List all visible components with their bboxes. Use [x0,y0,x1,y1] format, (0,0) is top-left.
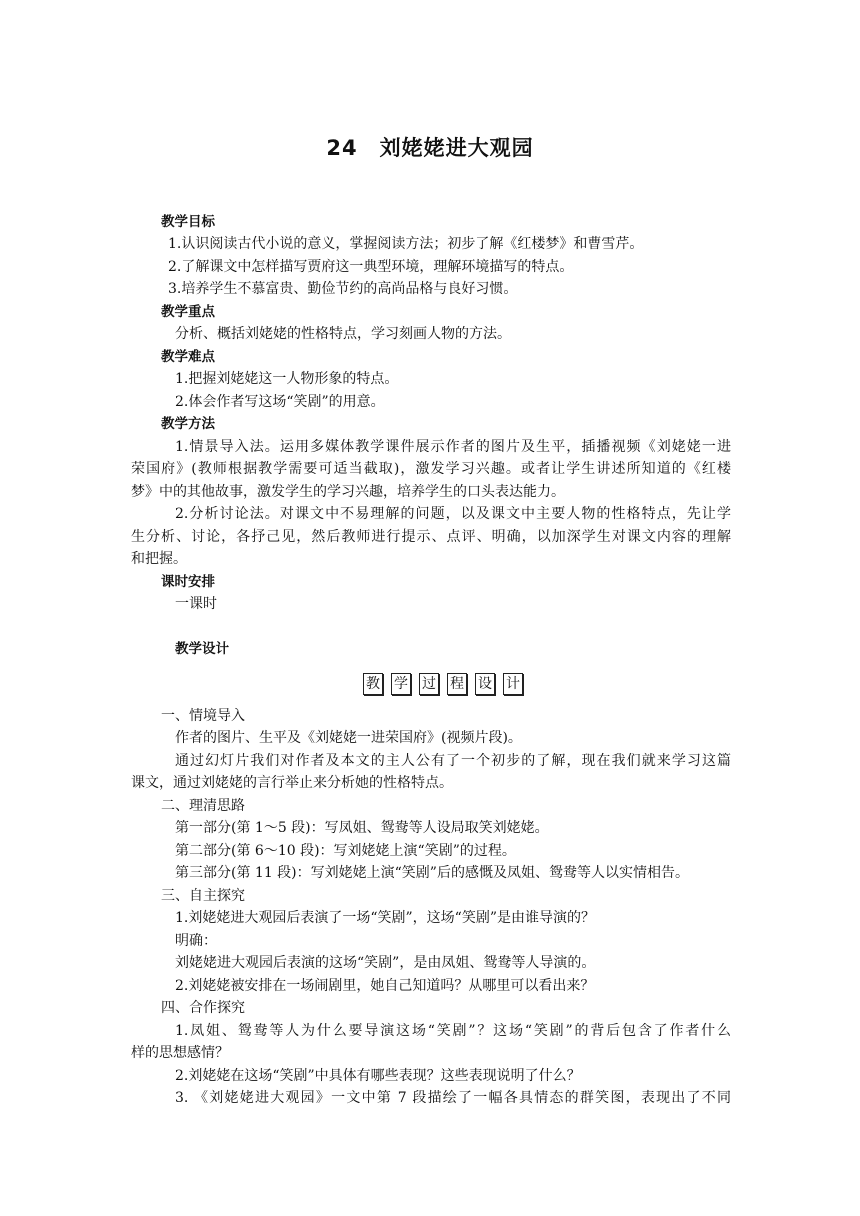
section-3-line-2: 明确： [175,933,217,949]
process-design-banner [363,673,523,695]
schedule-1: 一课时 [175,596,217,612]
method-1-line-2: 荣国府》(教师根据教学需要可适当截取)，激发学习兴趣。或者让学生讲述所知道的《红楼 [131,461,731,477]
section-2-line-3: 第三部分(第 11 段)：写刘姥姥上演“笑剧”后的感慨及凤姐、鸳鸯等人以实情相告。 [175,865,689,881]
section-1-line-1: 作者的图片、生平及《刘姥姥一进荣国府》(视频片段)。 [175,730,522,746]
section-4-line-1: 1.凤姐、鸳鸯等人为什么要导演这场“笑剧”？这场“笑剧”的背后包含了作者什么 [175,1023,731,1039]
heading-methods: 教学方法 [161,416,215,432]
banner-char: 学 [391,673,411,695]
banner-char: 程 [447,673,467,695]
method-2-line-1: 2.分析讨论法。对课文中不易理解的问题，以及课文中主要人物的性格特点，先让学 [175,506,731,522]
key-point-1: 分析、概括刘姥姥的性格特点，学习刻画人物的方法。 [175,326,511,342]
section-4-line-2: 样的思想感情？ [131,1045,229,1061]
difficulty-2: 2.体会作者写这场“笑剧”的用意。 [175,394,385,410]
section-2-line-2: 第二部分(第 6～10 段)：写刘姥姥上演“笑剧”的过程。 [175,843,516,859]
difficulty-1: 1.把握刘姥姥这一人物形象的特点。 [175,371,399,387]
banner-char: 设 [475,673,495,695]
heading-design: 教学设计 [175,641,229,657]
goal-2: 2.了解课文中怎样描写贾府这一典型环境，理解环境描写的特点。 [168,259,574,275]
section-3-heading: 三、自主探究 [161,888,245,904]
banner-char: 教 [363,673,383,695]
section-3-line-3: 刘姥姥进大观园后表演的这场“笑剧”，是由凤姐、鸳鸯等人导演的。 [175,955,596,971]
section-1-heading: 一、情境导入 [161,708,245,724]
method-1-line-1: 1.情景导入法。运用多媒体教学课件展示作者的图片及生平，插播视频《刘姥姥一进 [175,439,731,455]
title-text: 刘姥姥进大观园 [379,136,534,160]
section-3-line-4: 2.刘姥姥被安排在一场闹剧里，她自己知道吗？从哪里可以看出来？ [175,978,595,994]
section-1-line-2: 通过幻灯片我们对作者及本文的主人公有了一个初步的了解，现在我们就来学习这篇 [175,753,731,769]
section-3-line-1: 1.刘姥姥进大观园后表演了一场“笑剧”，这场“笑剧”是由谁导演的？ [175,910,595,926]
goal-1: 1.认识阅读古代小说的意义，掌握阅读方法；初步了解《红楼梦》和曹雪芹。 [168,236,644,252]
goal-3: 3.培养学生不慕富贵、勤俭节约的高尚品格与良好习惯。 [168,281,518,297]
heading-goals: 教学目标 [161,214,215,230]
title-number: 24 [326,136,358,160]
method-2-line-2: 生分析、讨论，各抒己见，然后教师进行提示、点评、明确，以加深学生对课文内容的理解 [131,529,731,545]
section-2-line-1: 第一部分(第 1～5 段)：写凤姐、鸳鸯等人设局取笑刘姥姥。 [175,820,549,836]
section-4-line-3: 2.刘姥姥在这场“笑剧”中具体有哪些表现？这些表现说明了什么？ [175,1068,581,1084]
section-4-line-4: 3. 《刘姥姥进大观园》一文中第 7 段描绘了一幅各具情态的群笑图，表现出了不同 [175,1090,731,1106]
banner-char: 计 [503,673,523,695]
section-4-heading: 四、合作探究 [161,1000,245,1016]
section-1-line-3: 课文，通过刘姥姥的言行举止来分析她的性格特点。 [131,775,453,791]
heading-schedule: 课时安排 [161,574,215,590]
section-2-heading: 二、理清思路 [161,798,245,814]
method-2-line-3: 和把握。 [131,551,187,567]
heading-key-points: 教学重点 [161,304,215,320]
banner-char: 过 [419,673,439,695]
page-title [0,132,860,162]
method-1-line-3: 梦》中的其他故事，激发学生的学习兴趣，培养学生的口头表达能力。 [131,484,565,500]
heading-difficulties: 教学难点 [161,349,215,365]
